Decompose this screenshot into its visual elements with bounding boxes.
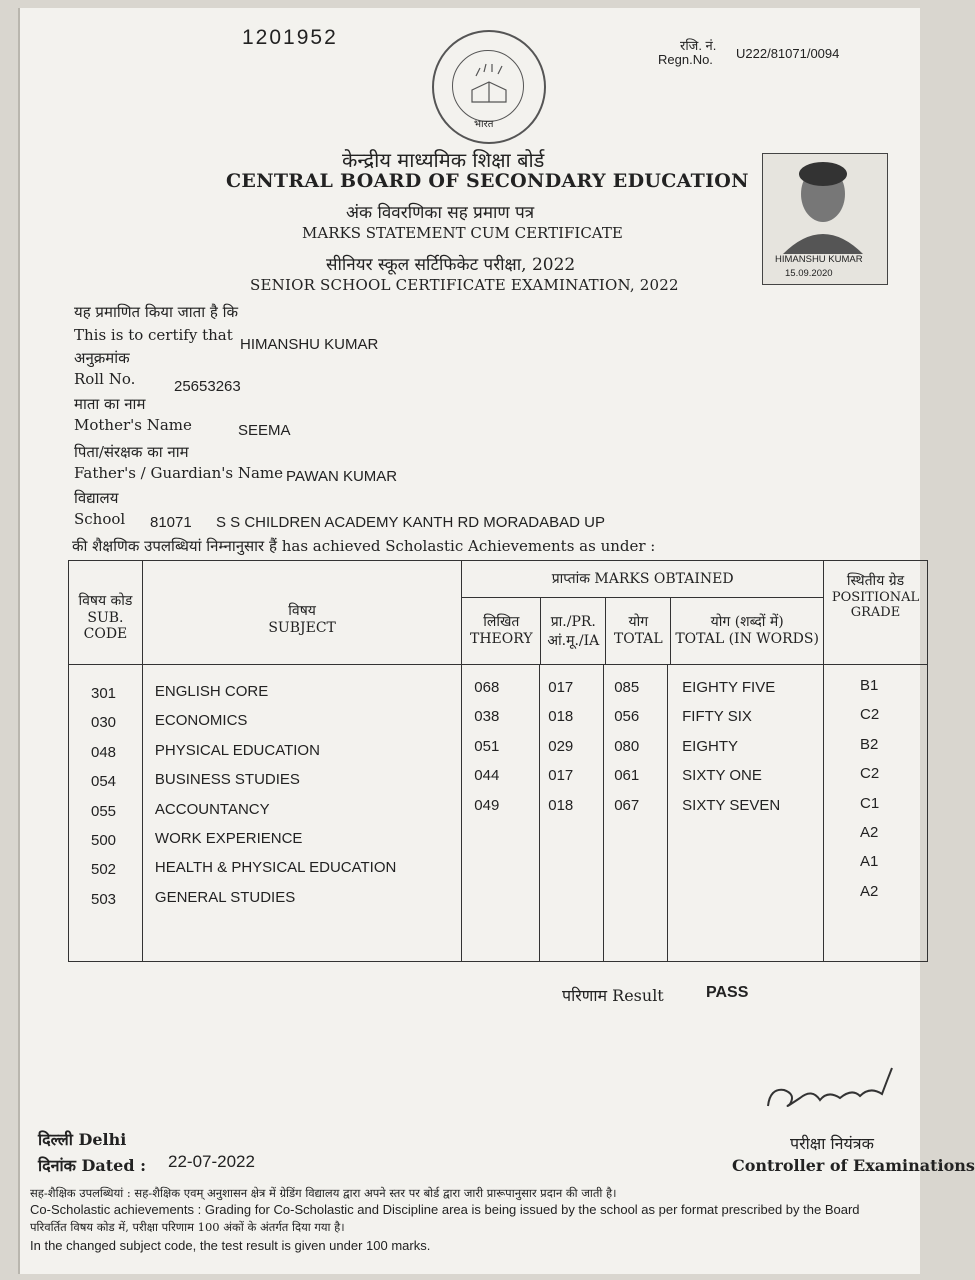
result-label: परिणाम Result xyxy=(562,986,664,1005)
cell-code: 503 xyxy=(91,890,117,908)
cell-subject: ECONOMICS xyxy=(154,712,248,730)
table-body xyxy=(69,665,928,962)
exam-title: SENIOR SCHOOL CERTIFICATE EXAMINATION, 2022 xyxy=(250,276,679,294)
cell-theory: 044 xyxy=(474,767,500,785)
signature-icon xyxy=(760,1058,900,1118)
col-subject xyxy=(142,665,461,962)
cell-code: 048 xyxy=(91,743,117,761)
cbse-emblem-icon xyxy=(432,30,546,144)
cell-total: 080 xyxy=(614,737,640,755)
cell-subject: ACCOUNTANCY xyxy=(154,800,270,818)
cell-practical: 017 xyxy=(548,679,574,696)
cell-grade: A2 xyxy=(860,824,879,842)
cell-subject: PHYSICAL EDUCATION xyxy=(154,741,320,759)
mother-name: SEEMA xyxy=(238,422,291,439)
roll-label: Roll No. xyxy=(74,370,136,388)
cell-theory: 049 xyxy=(474,796,500,814)
header-internal: आं.मू./IA xyxy=(547,633,600,649)
header-code-hindi: विषय कोड xyxy=(78,593,133,609)
header-practical: प्रा./PR. xyxy=(550,614,596,630)
col-words xyxy=(668,665,824,962)
header-marks: MARKS OBTAINED xyxy=(594,571,734,587)
cell-grade: A1 xyxy=(860,853,879,871)
serial-number: 1201952 xyxy=(242,26,338,49)
header-words: TOTAL (IN WORDS) xyxy=(675,631,819,647)
cell-total: 085 xyxy=(614,679,640,696)
cell-code: 055 xyxy=(91,802,117,820)
cell-words: EIGHTY xyxy=(682,737,738,755)
cell-total: 056 xyxy=(614,708,640,726)
exam-title-hindi: सीनियर स्कूल सर्टिफिकेट परीक्षा, 2022 xyxy=(326,255,576,275)
cell-subject: WORK EXPERIENCE xyxy=(154,830,303,848)
cell-practical: 029 xyxy=(548,737,574,755)
mother-label: Mother's Name xyxy=(74,416,192,434)
regn-number: U222/81071/0094 xyxy=(736,46,840,61)
header-marks-hindi: प्राप्तांक xyxy=(551,571,590,587)
footnote-1: Co-Scholastic achievements : Grading for Co-Scholastic and Discipline area is being issued by the school as per format prescribed by the Board xyxy=(30,1202,860,1217)
cell-total: 061 xyxy=(614,767,640,785)
regn-label-hindi: रजि. नं. xyxy=(680,38,717,53)
cell-grade: C1 xyxy=(860,794,880,812)
cell-code: 301 xyxy=(91,685,117,702)
cell-practical: 017 xyxy=(548,767,574,785)
cell-subject: GENERAL STUDIES xyxy=(154,888,296,906)
board-name-hindi: केन्द्रीय माध्यमिक शिक्षा बोर्ड xyxy=(342,148,545,172)
school-label-hindi: विद्यालय xyxy=(74,489,119,507)
cell-words: SIXTY ONE xyxy=(682,767,762,785)
roll-label-hindi: अनुक्रमांक xyxy=(74,349,130,367)
cell-grade: C2 xyxy=(860,765,880,783)
header-code-sub: SUB. xyxy=(87,610,124,626)
footnote-hindi-1: सह-शैक्षिक उपलब्धियां : सह-शैक्षिक एवम् अनुशासन क्षेत्र में ग्रेडिंग विद्यालय द्वारा अपने स्तर पर बोर्ड द्वारा जारी प्रारूपानुसार प्रदान की जाती है। xyxy=(30,1186,617,1200)
marks-certificate xyxy=(18,8,975,1274)
header-subject: SUBJECT xyxy=(268,620,336,636)
cell-grade: C2 xyxy=(860,706,880,724)
header-grade: GRADE xyxy=(850,605,901,620)
header-code: CODE xyxy=(83,626,128,642)
cell-code: 500 xyxy=(91,832,117,850)
header-grade-hindi: स्थितीय ग्रेड xyxy=(846,573,905,589)
school-name: S S CHILDREN ACADEMY KANTH RD MORADABAD UP xyxy=(216,514,605,531)
cell-theory: 038 xyxy=(474,708,500,726)
cell-theory: 051 xyxy=(474,737,500,755)
father-name: PAWAN KUMAR xyxy=(286,468,398,485)
col-theory xyxy=(462,665,540,962)
cell-grade: B1 xyxy=(860,677,879,694)
header-grade-positional: POSITIONAL xyxy=(831,590,920,605)
photo-date: 15.09.2020 xyxy=(785,268,833,279)
cell-grade: A2 xyxy=(860,882,879,900)
board-name: CENTRAL BOARD OF SECONDARY EDUCATION xyxy=(226,170,749,192)
cell-words: EIGHTY FIVE xyxy=(682,679,776,696)
student-name: HIMANSHU KUMAR xyxy=(240,336,379,353)
controller-hindi: परीक्षा नियंत्रक xyxy=(790,1134,874,1153)
cell-subject: ENGLISH CORE xyxy=(154,683,269,700)
marks-table xyxy=(68,560,928,962)
table-header xyxy=(69,561,928,665)
cell-subject: BUSINESS STUDIES xyxy=(154,771,300,789)
certify-label: This is to certify that xyxy=(74,326,233,344)
certificate-title: MARKS STATEMENT CUM CERTIFICATE xyxy=(302,224,623,242)
certify-label-hindi: यह प्रमाणित किया जाता है कि xyxy=(74,303,238,321)
achieved-label: has achieved Scholastic Achievements as under : xyxy=(281,537,656,555)
cell-total: 067 xyxy=(614,796,640,814)
footnote-2: In the changed subject code, the test result is given under 100 marks. xyxy=(30,1238,431,1253)
cell-code: 054 xyxy=(91,773,117,791)
col-grade xyxy=(824,665,928,962)
cell-code: 030 xyxy=(91,714,117,732)
person-icon xyxy=(763,154,887,254)
header-total-hindi: योग xyxy=(628,614,649,630)
header-words-hindi: योग (शब्दों में) xyxy=(710,614,784,630)
regn-label: Regn.No. xyxy=(658,52,713,67)
cell-words: SIXTY SEVEN xyxy=(682,796,781,814)
cell-practical: 018 xyxy=(548,796,574,814)
certificate-title-hindi: अंक विवरणिका सह प्रमाण पत्र xyxy=(346,203,535,223)
cell-grade: B2 xyxy=(860,735,879,753)
col-total xyxy=(604,665,668,962)
col-code xyxy=(69,665,143,962)
cell-theory: 068 xyxy=(474,679,500,696)
issue-date: 22-07-2022 xyxy=(168,1152,255,1171)
cell-practical: 018 xyxy=(548,708,574,726)
father-label: Father's / Guardian's Name xyxy=(74,464,283,482)
result-value: PASS xyxy=(706,984,749,1001)
roll-number: 25653263 xyxy=(174,378,241,395)
emblem-text: भारत xyxy=(474,119,494,130)
header-subject-hindi: विषय xyxy=(288,603,316,619)
controller-title: Controller of Examinations xyxy=(732,1156,975,1175)
cell-code: 502 xyxy=(91,861,117,879)
school-label: School xyxy=(74,510,126,528)
cell-subject: HEALTH & PHYSICAL EDUCATION xyxy=(154,859,397,877)
dated-label: दिनांक Dated : xyxy=(38,1156,147,1175)
school-code: 81071 xyxy=(150,514,192,531)
footnote-hindi-2: परिवर्तित विषय कोड में, परीक्षा परिणाम 100 अंकों के अंतर्गत दिया गया है। xyxy=(30,1220,345,1234)
father-label-hindi: पिता/संरक्षक का नाम xyxy=(74,443,189,461)
achieved-hindi: की शैक्षणिक उपलब्धियां निम्नानुसार हैं has achieved Scholastic Achievements as under : xyxy=(72,537,656,555)
mother-label-hindi: माता का नाम xyxy=(74,395,146,413)
place: दिल्ली Delhi xyxy=(38,1130,127,1149)
photo-name: HIMANSHU KUMAR xyxy=(775,254,863,265)
col-practical xyxy=(540,665,604,962)
header-theory-hindi: लिखित xyxy=(483,614,520,630)
student-photo xyxy=(762,153,888,285)
cell-words: FIFTY SIX xyxy=(682,708,752,726)
header-total: TOTAL xyxy=(613,631,663,647)
header-theory: THEORY xyxy=(469,631,533,647)
